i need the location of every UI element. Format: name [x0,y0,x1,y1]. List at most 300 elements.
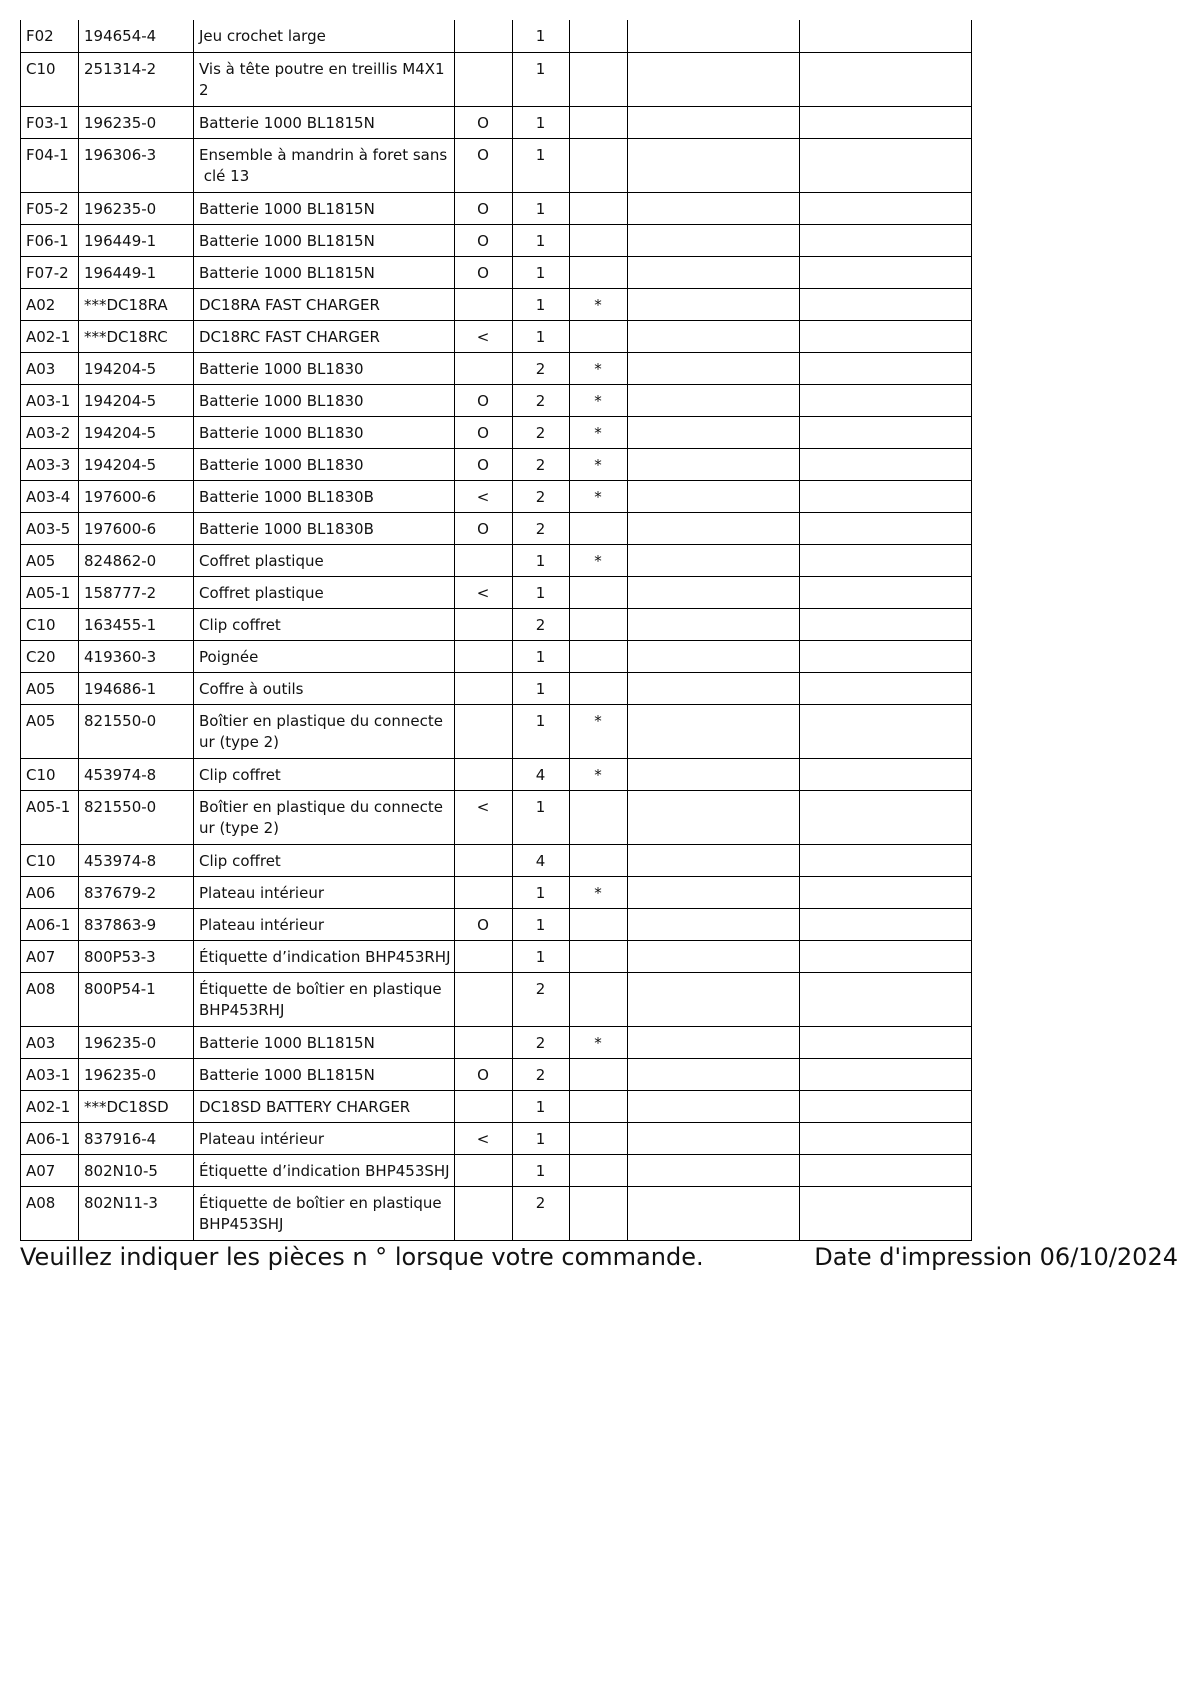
option-text: < [476,327,490,346]
quantity-text: 1 [535,231,546,250]
quantity-text: 1 [535,1097,546,1116]
quantity-cell [512,384,569,416]
ref-text: A02-1 [26,1097,71,1116]
part-number-text: 194654-4 [84,27,157,45]
part-number-cell [79,1026,194,1058]
option-cell [454,512,512,544]
part-number-text: 194204-5 [84,455,157,474]
option-text: O [477,1065,489,1084]
mark-text: * [594,883,602,902]
blank-cell-a [627,672,799,704]
part-number-text: 196449-1 [84,231,157,250]
option-cell [454,758,512,790]
description-cell [194,972,455,1026]
option-text: O [477,263,489,282]
description-text: Étiquette d’indication BHP453SHJ [199,1161,450,1180]
part-number-cell [79,876,194,908]
part-number-text: 821550-0 [84,711,157,730]
ref-cell [21,940,79,972]
option-cell [454,192,512,224]
ref-cell [21,1090,79,1122]
mark-cell [569,608,627,640]
ref-cell [21,1154,79,1186]
option-cell [454,480,512,512]
print-date: Date d'impression 06/10/2024 [814,1243,1178,1271]
ref-text: C10 [26,851,56,870]
quantity-cell [512,876,569,908]
blank-cell-a [627,1154,799,1186]
description-cell [194,288,455,320]
ref-text: A02 [26,295,56,314]
mark-cell [569,672,627,704]
blank-cell-b [799,138,971,192]
quantity-text: 2 [535,1065,546,1084]
table-row [21,704,972,758]
option-text: < [476,487,490,506]
option-cell [454,908,512,940]
description-text: Plateau intérieur [199,883,325,902]
option-cell [454,1122,512,1154]
option-cell [454,416,512,448]
ref-text: A03 [26,359,56,378]
part-number-cell [79,576,194,608]
quantity-text: 2 [535,359,546,378]
description-text: Ensemble à mandrin à foret sans [199,145,448,164]
table-row [21,608,972,640]
description-text: Batterie 1000 BL1830 [199,391,364,410]
part-number-cell [79,1122,194,1154]
quantity-text: 2 [535,391,546,410]
option-text: O [477,145,489,164]
option-cell [454,52,512,106]
part-number-cell [79,940,194,972]
part-number-cell [79,704,194,758]
option-cell [454,790,512,844]
ref-text: A07 [26,1161,56,1180]
ref-text: A03-4 [26,487,71,506]
table-row [21,908,972,940]
mark-cell [569,576,627,608]
description-text: Batterie 1000 BL1830B [199,519,374,538]
blank-cell-b [799,790,971,844]
description-cell [194,758,455,790]
mark-cell [569,20,627,52]
option-cell [454,608,512,640]
description-text: Batterie 1000 BL1815N [199,199,375,218]
quantity-text: 4 [535,851,546,870]
quantity-cell [512,544,569,576]
ref-text: A06-1 [26,1129,71,1148]
option-cell [454,1186,512,1240]
table-row [21,940,972,972]
part-number-cell [79,758,194,790]
description-text: Clip coffret [199,615,281,634]
blank-cell-b [799,640,971,672]
description-text: Clip coffret [199,851,281,870]
quantity-text: 1 [535,883,546,902]
part-number-text: 194686-1 [84,679,157,698]
mark-text: * [594,711,602,730]
part-number-cell [79,1058,194,1090]
blank-cell-b [799,1090,971,1122]
description-cell [194,512,455,544]
table-row [21,256,972,288]
ref-cell [21,52,79,106]
blank-cell-b [799,704,971,758]
ref-cell [21,608,79,640]
part-number-text: 802N10-5 [84,1161,158,1180]
part-number-cell [79,790,194,844]
quantity-cell [512,1122,569,1154]
blank-cell-a [627,480,799,512]
parts-table-body [21,20,972,1240]
description-text: Batterie 1000 BL1815N [199,231,375,250]
description-text: Batterie 1000 BL1815N [199,1065,375,1084]
option-text: O [477,391,489,410]
ref-text: C10 [26,59,56,78]
description-cell [194,940,455,972]
blank-cell-b [799,352,971,384]
quantity-cell [512,790,569,844]
quantity-text: 1 [535,551,546,570]
quantity-cell [512,758,569,790]
mark-cell [569,1186,627,1240]
mark-cell [569,1122,627,1154]
description-cell [194,704,455,758]
quantity-text: 1 [535,327,546,346]
description-text: ur (type 2) [199,818,279,837]
option-cell [454,352,512,384]
table-row [21,1186,972,1240]
table-row [21,1090,972,1122]
option-cell [454,640,512,672]
ref-text: F03-1 [26,113,69,132]
option-text: < [476,1129,490,1148]
quantity-text: 1 [535,711,546,730]
ref-cell [21,256,79,288]
part-number-text: 837916-4 [84,1129,157,1148]
quantity-text: 1 [535,27,546,45]
ref-cell [21,512,79,544]
mark-text: * [594,1033,602,1052]
quantity-text: 2 [535,1193,546,1212]
ref-cell [21,1058,79,1090]
quantity-text: 1 [535,59,546,78]
mark-cell [569,480,627,512]
description-text: Vis à tête poutre en treillis M4X1 [199,59,445,78]
blank-cell-b [799,416,971,448]
table-row [21,844,972,876]
blank-cell-a [627,758,799,790]
option-text: O [477,455,489,474]
table-row [21,20,972,52]
ref-text: A07 [26,947,56,966]
ref-text: A03-3 [26,455,71,474]
quantity-cell [512,288,569,320]
ref-text: C20 [26,647,56,666]
mark-cell [569,908,627,940]
quantity-cell [512,1058,569,1090]
option-cell [454,972,512,1026]
blank-cell-b [799,224,971,256]
ref-text: A05 [26,551,56,570]
mark-cell [569,138,627,192]
ref-cell [21,544,79,576]
quantity-text: 1 [535,583,546,602]
ref-text: A03 [26,1033,56,1052]
part-number-cell [79,192,194,224]
table-row [21,1122,972,1154]
blank-cell-a [627,1186,799,1240]
quantity-cell [512,672,569,704]
ref-cell [21,1122,79,1154]
part-number-text: 163455-1 [84,615,157,634]
blank-cell-a [627,138,799,192]
option-text: < [476,583,490,602]
option-text: O [477,915,489,934]
option-cell [454,844,512,876]
ref-text: F05-2 [26,199,69,218]
part-number-text: 800P53-3 [84,947,156,966]
description-text: Coffre à outils [199,679,304,698]
quantity-cell [512,480,569,512]
quantity-cell [512,352,569,384]
ref-cell [21,1186,79,1240]
quantity-cell [512,1026,569,1058]
description-cell [194,224,455,256]
option-cell [454,876,512,908]
blank-cell-a [627,320,799,352]
table-row [21,544,972,576]
blank-cell-b [799,320,971,352]
description-cell [194,790,455,844]
blank-cell-b [799,20,971,52]
quantity-text: 1 [535,915,546,934]
mark-text: * [594,423,602,442]
table-row [21,876,972,908]
mark-cell [569,544,627,576]
table-row [21,512,972,544]
quantity-text: 2 [535,519,546,538]
ref-text: A06-1 [26,915,71,934]
description-cell [194,192,455,224]
table-row [21,224,972,256]
table-row [21,384,972,416]
blank-cell-a [627,20,799,52]
description-cell [194,640,455,672]
ref-cell [21,320,79,352]
part-number-text: 196235-0 [84,199,157,218]
mark-cell [569,448,627,480]
mark-cell [569,790,627,844]
description-text: 2 [199,80,209,99]
table-row [21,758,972,790]
description-text: Batterie 1000 BL1830 [199,455,364,474]
description-cell [194,448,455,480]
blank-cell-a [627,512,799,544]
ref-text: F06-1 [26,231,69,250]
description-cell [194,1122,455,1154]
table-row [21,192,972,224]
option-text: < [476,797,490,816]
quantity-text: 2 [535,455,546,474]
quantity-text: 1 [535,295,546,314]
description-text: Jeu crochet large [199,27,326,45]
table-row [21,416,972,448]
description-text: DC18RA FAST CHARGER [199,295,380,314]
table-row [21,320,972,352]
mark-cell [569,224,627,256]
quantity-cell [512,908,569,940]
option-text: O [477,519,489,538]
mark-text: * [594,391,602,410]
part-number-cell [79,256,194,288]
quantity-cell [512,256,569,288]
quantity-cell [512,52,569,106]
option-cell [454,1090,512,1122]
ref-text: A05 [26,711,56,730]
quantity-cell [512,1090,569,1122]
blank-cell-a [627,844,799,876]
ref-cell [21,416,79,448]
mark-text: * [594,295,602,314]
description-cell [194,1154,455,1186]
part-number-cell [79,352,194,384]
quantity-cell [512,972,569,1026]
ref-cell [21,790,79,844]
ref-cell [21,480,79,512]
description-text: BHP453RHJ [199,1000,285,1019]
option-cell [454,1058,512,1090]
description-text: Coffret plastique [199,551,324,570]
blank-cell-b [799,876,971,908]
ref-cell [21,224,79,256]
blank-cell-b [799,52,971,106]
ref-text: A05 [26,679,56,698]
mark-cell [569,844,627,876]
option-cell [454,672,512,704]
description-cell [194,576,455,608]
blank-cell-a [627,972,799,1026]
table-row [21,288,972,320]
quantity-cell [512,1154,569,1186]
part-number-cell [79,844,194,876]
part-number-cell [79,480,194,512]
quantity-text: 4 [535,765,546,784]
ref-text: A05-1 [26,797,71,816]
ref-cell [21,384,79,416]
part-number-cell [79,908,194,940]
part-number-cell [79,512,194,544]
mark-cell [569,640,627,672]
table-row [21,790,972,844]
quantity-cell [512,138,569,192]
part-number-text: 194204-5 [84,359,157,378]
description-cell [194,20,455,52]
description-text: Coffret plastique [199,583,324,602]
ref-cell [21,576,79,608]
description-cell [194,1026,455,1058]
ref-cell [21,20,79,52]
quantity-cell [512,20,569,52]
table-row [21,672,972,704]
description-text: Batterie 1000 BL1830 [199,423,364,442]
part-number-text: 802N11-3 [84,1193,158,1212]
table-row [21,352,972,384]
blank-cell-a [627,106,799,138]
description-cell [194,544,455,576]
option-cell [454,704,512,758]
option-cell [454,544,512,576]
quantity-cell [512,448,569,480]
mark-cell [569,106,627,138]
blank-cell-b [799,480,971,512]
option-text: O [477,113,489,132]
part-number-text: 197600-6 [84,487,157,506]
mark-cell [569,1154,627,1186]
ref-text: F07-2 [26,263,69,282]
ref-text: A06 [26,883,56,902]
part-number-text: 419360-3 [84,647,157,666]
description-text: Batterie 1000 BL1815N [199,113,375,132]
blank-cell-a [627,576,799,608]
quantity-text: 1 [535,113,546,132]
blank-cell-b [799,1154,971,1186]
blank-cell-b [799,288,971,320]
mark-cell [569,1026,627,1058]
description-text: Plateau intérieur [199,1129,325,1148]
quantity-text: 1 [535,679,546,698]
ref-text: A03-5 [26,519,71,538]
description-cell [194,1090,455,1122]
part-number-cell [79,138,194,192]
description-text: clé 13 [199,166,250,185]
description-cell [194,480,455,512]
part-number-cell [79,672,194,704]
blank-cell-b [799,1186,971,1240]
part-number-cell [79,20,194,52]
mark-cell [569,512,627,544]
description-cell [194,844,455,876]
quantity-text: 1 [535,647,546,666]
parts-table [20,20,972,1241]
part-number-cell [79,640,194,672]
part-number-cell [79,1090,194,1122]
order-instruction-note: Veuillez indiquer les pièces n ° lorsque votre commande. [20,1243,704,1271]
description-text: Batterie 1000 BL1830B [199,487,374,506]
blank-cell-a [627,876,799,908]
quantity-cell [512,1186,569,1240]
description-text: Poignée [199,647,259,666]
ref-cell [21,1026,79,1058]
part-number-text: 196235-0 [84,1065,157,1084]
mark-cell [569,704,627,758]
description-text: Plateau intérieur [199,915,325,934]
part-number-text: 824862-0 [84,551,157,570]
blank-cell-b [799,844,971,876]
mark-cell [569,52,627,106]
mark-cell [569,320,627,352]
ref-cell [21,640,79,672]
ref-cell [21,138,79,192]
part-number-cell [79,52,194,106]
description-text: Étiquette de boîtier en plastique [199,979,442,998]
blank-cell-b [799,106,971,138]
ref-cell [21,876,79,908]
quantity-text: 2 [535,1033,546,1052]
quantity-text: 2 [535,423,546,442]
table-row [21,1058,972,1090]
